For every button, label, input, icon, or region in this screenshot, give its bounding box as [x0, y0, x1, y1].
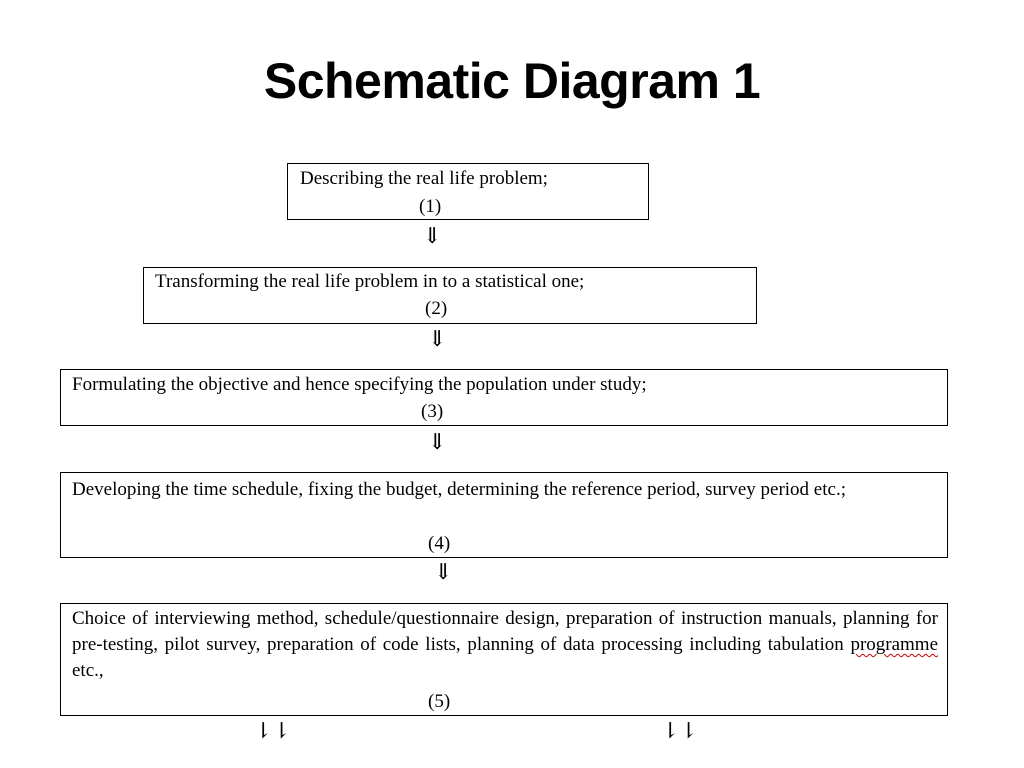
down-arrow-icon: ⇓ [428, 327, 447, 352]
down-arrow-icon: ⇓ [428, 430, 447, 455]
step-text-5-end: etc., [72, 660, 104, 681]
step-text-4: Developing the time schedule, fixing the budget, determining the reference period, survey period etc.; [72, 479, 846, 500]
down-arrow-icon: ⇓ [423, 224, 442, 249]
step-box-4 [60, 472, 948, 558]
step-number-5: (5) [428, 691, 451, 712]
down-arrow-icon: ⇓ [434, 560, 453, 585]
double-down-arrow-icon: ⇂⇂ [661, 719, 698, 744]
step-text-5 [72, 606, 938, 684]
step-number-4: (4) [428, 533, 451, 554]
step-box-1 [287, 163, 649, 220]
step-box-2 [143, 267, 757, 324]
step-text-5-main: Choice of interviewing method, schedule/questionnaire design, preparation of instruction manuals, planning for pre-testing, pilot survey, preparation of code lists, planning of data processing including tabulation [72, 608, 938, 655]
step-number-1: (1) [419, 196, 442, 217]
step-text-2: Transforming the real life problem in to a statistical one; [155, 271, 585, 292]
double-down-arrow-icon: ⇂⇂ [254, 719, 291, 744]
spellcheck-flagged-word: programme [850, 634, 939, 655]
step-text-1: Describing the real life problem; [300, 168, 548, 189]
step-box-3 [60, 369, 948, 426]
step-number-3: (3) [421, 401, 444, 422]
step-number-2: (2) [425, 298, 448, 319]
step-text-3: Formulating the objective and hence specifying the population under study; [72, 374, 647, 395]
step-box-5 [60, 603, 948, 716]
slide-title: Schematic Diagram 1 [263, 53, 761, 109]
